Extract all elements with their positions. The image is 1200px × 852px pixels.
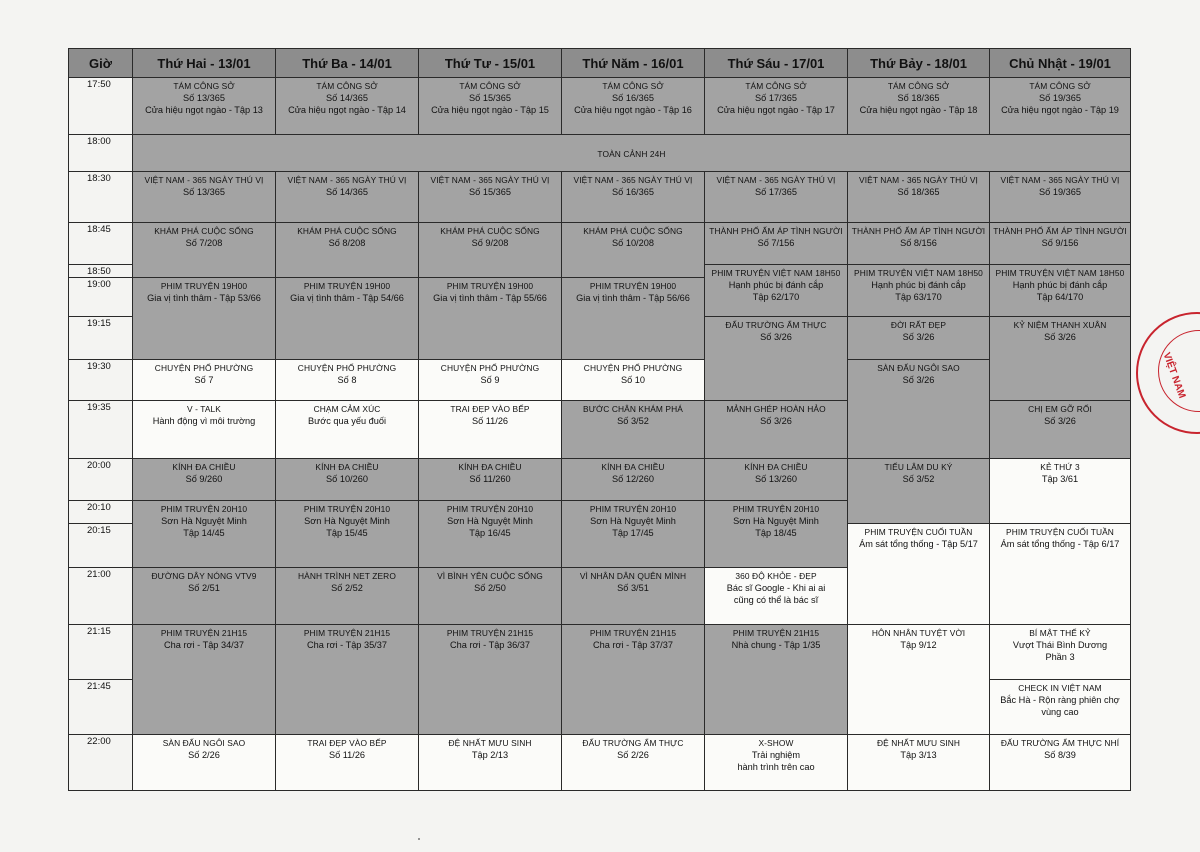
program-cell	[705, 265, 848, 317]
program-title: PHIM TRUYỆN 20H10	[589, 504, 677, 515]
program-detail: Số 8/39	[1044, 750, 1076, 761]
program-cell	[562, 568, 705, 625]
time-label: 22:00	[69, 735, 133, 791]
program-cell	[848, 78, 990, 135]
program-cell	[562, 458, 705, 501]
program-detail: Số 3/52	[617, 416, 649, 427]
program-title: PHIM TRUYỆN CUỐI TUẦN	[864, 526, 973, 537]
program-title: PHIM TRUYỆN 20H10	[160, 504, 248, 515]
program-cell	[562, 735, 705, 791]
program-title: ĐỆ NHẤT MƯU SINH	[448, 738, 532, 749]
program-title: PHIM TRUYỆN 21H15	[589, 627, 677, 638]
program-title: X-SHOW	[758, 738, 794, 749]
program-cell	[419, 624, 562, 734]
program-detail: hành trình trên cao	[737, 762, 815, 773]
program-cell	[562, 501, 705, 568]
program-title: V - TALK	[186, 404, 221, 415]
program-title: KHÁM PHÁ CUỘC SỐNG	[154, 225, 254, 236]
time-row	[69, 458, 1131, 501]
program-cell	[276, 172, 419, 223]
program-cell	[705, 172, 848, 223]
program-cell	[848, 265, 990, 317]
program-detail: Cha rơi - Tập 35/37	[307, 639, 387, 650]
program-title: 360 ĐỘ KHỎE - ĐẸP	[735, 571, 817, 582]
time-label: 19:35	[69, 401, 133, 459]
program-detail: Cửa hiệu ngọt ngào - Tập 18	[859, 105, 978, 115]
program-detail: Số 2/50	[474, 583, 506, 594]
program-cell	[419, 501, 562, 568]
program-cell	[276, 568, 419, 625]
program-detail: Số 11/26	[471, 416, 509, 427]
time-row	[69, 134, 1131, 171]
program-detail: Số 15/365	[469, 187, 511, 198]
time-label: 21:45	[69, 679, 133, 735]
program-detail: Sơn Hà Nguyệt Minh	[447, 516, 533, 527]
program-title: PHIM TRUYỆN 21H15	[446, 627, 534, 638]
program-title: VIỆT NAM - 365 NGÀY THÚ VỊ	[573, 175, 693, 186]
program-title: VIỆT NAM - 365 NGÀY THÚ VỊ	[716, 175, 836, 186]
program-cell	[848, 735, 990, 791]
program-title: TÁM CÔNG SỞ	[173, 81, 235, 91]
program-title: SÀN ĐẤU NGÔI SAO	[162, 738, 246, 749]
time-label: 21:00	[69, 568, 133, 625]
program-title: BÍ MẬT THẾ KỶ	[1029, 627, 1091, 638]
program-detail: Số 9/260	[185, 473, 223, 484]
program-cell	[133, 401, 276, 459]
program-detail: Gia vị tình thâm - Tập 56/66	[576, 293, 690, 304]
program-detail: Số 13/260	[755, 473, 797, 484]
program-title: THÀNH PHỐ ẤM ÁP TÌNH NGƯỜI	[993, 225, 1127, 236]
program-title: VÌ NHÂN DÂN QUÊN MÌNH	[579, 571, 687, 582]
program-detail: Sơn Hà Nguyệt Minh	[590, 516, 676, 527]
program-cell	[419, 78, 562, 135]
program-detail: Số 9	[480, 374, 500, 385]
program-title: HÀNH TRÌNH NET ZERO	[298, 571, 396, 582]
program-detail: Tập 17/45	[612, 528, 654, 539]
program-detail: Số 16/365	[612, 93, 654, 103]
program-detail: Sơn Hà Nguyệt Minh	[304, 516, 390, 527]
program-cell	[133, 568, 276, 625]
program-title: KÍNH ĐA CHIỀU	[458, 461, 522, 472]
program-cell	[990, 458, 1131, 523]
program-title: PHIM TRUYỆN 21H15	[160, 627, 248, 638]
program-detail: Số 19/365	[1039, 187, 1081, 198]
program-cell	[848, 523, 990, 624]
program-cell	[419, 172, 562, 223]
program-detail: Số 13/365	[183, 93, 225, 103]
program-detail: Số 8/208	[328, 237, 366, 248]
program-title: KẺ THỨ 3	[1040, 461, 1080, 472]
program-detail: Số 10/208	[612, 237, 654, 248]
program-detail: Tập 64/170	[1036, 292, 1084, 303]
program-detail: Số 2/26	[188, 750, 220, 761]
program-cell	[848, 172, 990, 223]
program-detail: Số 15/365	[469, 93, 511, 103]
program-title: TÁM CÔNG SỞ	[459, 81, 521, 91]
program-title: VIỆT NAM - 365 NGÀY THÚ VỊ	[430, 175, 550, 186]
program-title: KÍNH ĐA CHIỀU	[172, 461, 236, 472]
program-title: PHIM TRUYỆN VIỆT NAM 18H50	[711, 268, 841, 279]
program-title: PHIM TRUYỆN VIỆT NAM 18H50	[854, 268, 983, 279]
day-header-wednesday: Thứ Tư - 15/01	[419, 49, 562, 78]
program-detail: Tập 2/13	[471, 750, 509, 761]
time-row	[69, 735, 1131, 791]
header-row	[69, 49, 1131, 78]
schedule-table	[68, 48, 1131, 791]
program-detail: Vượt Thái Bình Dương	[1012, 639, 1108, 650]
program-cell	[990, 316, 1131, 400]
program-detail: Số 12/260	[612, 473, 654, 484]
program-detail: Số 3/26	[1044, 416, 1076, 427]
program-title: CHUYỆN PHỐ PHƯỜNG	[297, 362, 397, 373]
program-cell	[133, 78, 276, 135]
program-cell	[562, 78, 705, 135]
program-cell	[705, 401, 848, 459]
program-detail: Cha rơi - Tập 36/37	[450, 639, 530, 650]
program-cell	[276, 458, 419, 501]
program-cell	[276, 278, 419, 359]
time-label: 18:30	[69, 172, 133, 223]
program-cell	[419, 401, 562, 459]
program-title: CHỊ EM GỠ RỐI	[1028, 404, 1092, 415]
program-title: VIỆT NAM - 365 NGÀY THÚ VỊ	[1000, 175, 1120, 186]
program-cell	[705, 316, 848, 400]
program-title: BƯỚC CHÂN KHÁM PHÁ	[583, 404, 683, 415]
program-cell	[705, 735, 848, 791]
program-cell	[990, 401, 1131, 459]
program-title: HÔN NHÂN TUYỆT VỜI	[871, 627, 966, 638]
program-title: KHÁM PHÁ CUỘC SỐNG	[440, 225, 540, 236]
program-detail: Gia vị tình thâm - Tập 53/66	[147, 293, 261, 304]
program-cell	[705, 501, 848, 568]
program-detail: Cửa hiệu ngọt ngào - Tập 13	[145, 105, 263, 115]
program-detail: Số 3/51	[617, 583, 649, 594]
time-label: 20:15	[69, 523, 133, 568]
program-detail: cũng có thể là bác sĩ	[733, 595, 819, 606]
time-label: 18:50	[69, 265, 133, 278]
program-title: PHIM TRUYỆN VIỆT NAM 18H50	[995, 268, 1125, 279]
program-title: TRAI ĐẸP VÀO BẾP	[307, 738, 387, 749]
scan-speck	[418, 838, 420, 840]
program-cell	[562, 222, 705, 278]
time-row	[69, 222, 1131, 265]
program-title: TÁM CÔNG SỞ	[1029, 81, 1091, 91]
program-cell	[848, 222, 990, 265]
program-title: CHECK IN VIỆT NAM	[1018, 682, 1102, 693]
program-title: PHIM TRUYỆN 21H15	[732, 627, 820, 638]
program-cell	[133, 501, 276, 568]
time-row	[69, 359, 1131, 401]
program-title: KHÁM PHÁ CUỘC SỐNG	[297, 225, 397, 236]
program-detail: Số 16/365	[612, 187, 654, 198]
program-detail: Số 18/365	[897, 187, 940, 198]
program-detail: Bước qua yếu đuối	[307, 416, 387, 427]
program-detail: Số 19/365	[1039, 93, 1081, 103]
program-detail: Số 13/365	[183, 187, 225, 198]
program-cell	[990, 78, 1131, 135]
program-cell	[990, 523, 1131, 624]
program-title: CHUYỆN PHỐ PHƯỜNG	[154, 362, 254, 373]
program-cell	[419, 359, 562, 401]
program-title: ĐẤU TRƯỜNG ẨM THỰC NHÍ	[1000, 738, 1120, 749]
program-cell	[133, 222, 276, 278]
program-title: THÀNH PHỐ ẤM ÁP TÌNH NGƯỜI	[851, 225, 986, 236]
program-title: TÁM CÔNG SỞ	[316, 81, 378, 91]
program-detail: Số 2/26	[617, 750, 649, 761]
program-title: PHIM TRUYỆN 19H00	[303, 281, 391, 292]
program-cell	[705, 458, 848, 501]
program-detail: Số 17/365	[755, 93, 797, 103]
program-detail: Tập 9/12	[900, 639, 937, 650]
program-detail: Cửa hiệu ngọt ngào - Tập 16	[574, 105, 692, 115]
program-detail: Tập 16/45	[469, 528, 511, 539]
time-label: 18:00	[69, 134, 133, 171]
program-detail: Bác sĩ Google - Khi ai ai	[726, 583, 826, 594]
program-cell	[705, 624, 848, 734]
program-detail: Hạnh phúc bị đánh cắp	[728, 280, 824, 291]
program-title: ĐẤU TRƯỜNG ẨM THỰC	[582, 738, 684, 749]
program-cell	[562, 401, 705, 459]
program-title: CHUYỆN PHỐ PHƯỜNG	[583, 362, 683, 373]
program-detail: Số 3/52	[902, 473, 935, 484]
program-detail: Tập 63/170	[895, 292, 942, 303]
program-cell	[562, 172, 705, 223]
program-cell	[562, 278, 705, 359]
program-detail: Tập 62/170	[752, 292, 800, 303]
program-detail: Số 10/260	[326, 473, 368, 484]
program-detail: Số 14/365	[326, 93, 368, 103]
program-title: TRAI ĐẸP VÀO BẾP	[450, 404, 530, 415]
day-header-monday: Thứ Hai - 13/01	[133, 49, 276, 78]
program-cell	[419, 278, 562, 359]
program-detail: Tập 14/45	[183, 528, 225, 539]
program-cell	[990, 222, 1131, 265]
program-title: PHIM TRUYỆN 20H10	[732, 504, 820, 515]
program-title: TIẾU LÂM DU KÝ	[884, 461, 953, 472]
program-cell	[419, 568, 562, 625]
program-detail: Số 2/51	[188, 583, 220, 594]
time-label: 19:30	[69, 359, 133, 401]
program-cell	[276, 359, 419, 401]
program-cell	[133, 624, 276, 734]
program-detail: Gia vị tình thâm - Tập 55/66	[433, 293, 547, 304]
program-cell	[276, 624, 419, 734]
program-detail: Số 14/365	[326, 187, 368, 198]
program-cell	[276, 501, 419, 568]
time-label: 17:50	[69, 78, 133, 135]
program-detail: Sơn Hà Nguyệt Minh	[161, 516, 247, 527]
program-title: PHIM TRUYỆN 19H00	[589, 281, 677, 292]
program-title: ĐƯỜNG DÂY NÓNG VTV9	[151, 571, 257, 582]
program-title: PHIM TRUYỆN 21H15	[303, 627, 391, 638]
time-label: 20:00	[69, 458, 133, 501]
day-header-friday: Thứ Sáu - 17/01	[705, 49, 848, 78]
program-detail: Số 17/365	[755, 187, 797, 198]
time-label: 19:00	[69, 278, 133, 316]
program-cell	[848, 624, 990, 734]
program-detail: Cha rơi - Tập 34/37	[164, 639, 244, 650]
program-cell	[705, 222, 848, 265]
program-detail: Số 2/52	[331, 583, 363, 594]
program-title: ĐẤU TRƯỜNG ẨM THỰC	[725, 319, 827, 330]
program-detail: Nhà chung - Tập 1/35	[731, 639, 821, 650]
program-detail: Số 9/156	[1041, 237, 1079, 248]
program-detail: Số 7/208	[185, 237, 223, 248]
program-detail: Số 3/26	[760, 331, 792, 342]
program-detail: Cửa hiệu ngọt ngào - Tập 19	[1001, 105, 1119, 115]
program-title: KỶ NIỆM THANH XUÂN	[1013, 319, 1107, 330]
program-cell	[562, 624, 705, 734]
program-title: THÀNH PHỐ ẤM ÁP TÌNH NGƯỜI	[709, 225, 843, 236]
day-header-saturday: Thứ Bảy - 18/01	[848, 49, 990, 78]
program-title: TÁM CÔNG SỞ	[887, 81, 950, 91]
program-title: CHUYỆN PHỐ PHƯỜNG	[440, 362, 540, 373]
program-title: KÍNH ĐA CHIỀU	[601, 461, 665, 472]
program-detail: Số 7	[194, 374, 214, 385]
program-detail: Gia vị tình thâm - Tập 54/66	[290, 293, 404, 304]
time-row	[69, 624, 1131, 679]
program-detail: Số 8/156	[900, 237, 937, 248]
program-detail: Số 8	[337, 374, 357, 385]
program-detail: Số 11/260	[469, 473, 511, 484]
program-cell	[133, 458, 276, 501]
time-label: 18:45	[69, 222, 133, 265]
program-detail: Cha rơi - Tập 37/37	[593, 639, 673, 650]
time-column-header: Giờ	[69, 49, 133, 78]
program-detail: Hạnh phúc bị đánh cắp	[1012, 280, 1108, 291]
program-detail: Tập 15/45	[326, 528, 368, 539]
time-label: 19:15	[69, 316, 133, 359]
program-detail: Số 3/26	[1044, 331, 1076, 342]
program-cell	[133, 278, 276, 359]
program-detail: Sơn Hà Nguyệt Minh	[733, 516, 819, 527]
program-detail: Số 3/26	[760, 416, 792, 427]
program-cell	[848, 458, 990, 523]
program-title: CHẠM CẢM XÚC	[313, 404, 381, 415]
program-detail: Tập 18/45	[755, 528, 797, 539]
program-detail: Hành động vì môi trường	[152, 416, 256, 427]
program-cell	[848, 359, 990, 458]
day-header-thursday: Thứ Năm - 16/01	[562, 49, 705, 78]
time-label: 21:15	[69, 624, 133, 679]
time-row	[69, 78, 1131, 135]
program-detail: Số 3/26	[902, 374, 935, 385]
program-detail: Số 3/26	[902, 331, 935, 342]
program-cell	[990, 624, 1131, 679]
program-title: VIỆT NAM - 365 NGÀY THÚ VỊ	[287, 175, 407, 186]
program-title: VIỆT NAM - 365 NGÀY THÚ VỊ	[144, 175, 264, 186]
program-cell	[990, 735, 1131, 791]
program-cell	[419, 735, 562, 791]
program-title: PHIM TRUYỆN 20H10	[303, 504, 391, 515]
program-detail: Ám sát tổng thống - Tập 5/17	[859, 538, 978, 549]
program-detail: Số 9/208	[471, 237, 509, 248]
program-cell	[133, 134, 1131, 171]
program-cell	[276, 222, 419, 278]
program-detail: Cửa hiệu ngọt ngào - Tập 15	[431, 105, 549, 115]
time-label: 20:10	[69, 501, 133, 523]
program-title: TÁM CÔNG SỞ	[602, 81, 664, 91]
program-title: VÌ BÌNH YÊN CUỘC SỐNG	[437, 571, 543, 582]
program-cell	[419, 458, 562, 501]
program-detail: vùng cao	[1041, 706, 1079, 717]
program-title: MẢNH GHÉP HOÀN HẢO	[726, 404, 826, 415]
program-detail: Hạnh phúc bị đánh cắp	[871, 280, 966, 291]
program-cell	[990, 265, 1131, 317]
program-detail: Ám sát tổng thống - Tập 6/17	[1000, 538, 1120, 549]
program-cell	[990, 172, 1131, 223]
program-title: ĐỜI RẤT ĐẸP	[890, 319, 947, 330]
program-title: ĐỆ NHẤT MƯU SINH	[876, 738, 961, 749]
program-cell	[276, 78, 419, 135]
program-detail: Phần 3	[1045, 651, 1075, 662]
program-detail: Cửa hiệu ngọt ngào - Tập 17	[717, 105, 835, 115]
program-cell	[562, 359, 705, 401]
program-detail: Số 11/26	[328, 750, 366, 761]
program-cell	[419, 222, 562, 278]
program-cell	[276, 735, 419, 791]
day-header-tuesday: Thứ Ba - 14/01	[276, 49, 419, 78]
program-cell	[133, 735, 276, 791]
program-detail: Số 7/156	[757, 237, 795, 248]
program-title: TOÀN CẢNH 24H	[597, 148, 666, 159]
program-detail: Trải nghiệm	[751, 750, 801, 761]
program-title: PHIM TRUYỆN 19H00	[446, 281, 534, 292]
program-title: KÍNH ĐA CHIỀU	[744, 461, 808, 472]
program-title: VIỆT NAM - 365 NGÀY THÚ VỊ	[859, 175, 978, 186]
program-title: TÁM CÔNG SỞ	[745, 81, 807, 91]
program-title: PHIM TRUYỆN 19H00	[160, 281, 248, 292]
program-title: PHIM TRUYỆN CUỐI TUẦN	[1006, 526, 1114, 537]
program-cell	[133, 172, 276, 223]
program-cell	[990, 679, 1131, 735]
program-detail: Tập 3/61	[1041, 473, 1079, 484]
day-header-sunday: Chủ Nhật - 19/01	[990, 49, 1131, 78]
program-detail: Số 10	[620, 374, 645, 385]
program-cell	[705, 78, 848, 135]
program-cell	[133, 359, 276, 401]
program-detail: Bắc Hà - Rộn ràng phiên chợ	[1000, 694, 1120, 705]
program-detail: Số 18/365	[897, 93, 940, 103]
program-cell	[705, 568, 848, 625]
program-title: KHÁM PHÁ CUỘC SỐNG	[583, 225, 683, 236]
program-cell	[848, 316, 990, 359]
red-seal-text: VIỆT NAM	[1160, 351, 1188, 400]
program-title: KÍNH ĐA CHIỀU	[315, 461, 379, 472]
program-detail: Tập 3/13	[900, 750, 937, 761]
program-cell	[276, 401, 419, 459]
program-title: SÀN ĐẤU NGÔI SAO	[877, 362, 960, 373]
program-title: PHIM TRUYỆN 20H10	[446, 504, 534, 515]
program-detail: Cửa hiệu ngọt ngào - Tập 14	[288, 105, 406, 115]
time-row	[69, 172, 1131, 223]
